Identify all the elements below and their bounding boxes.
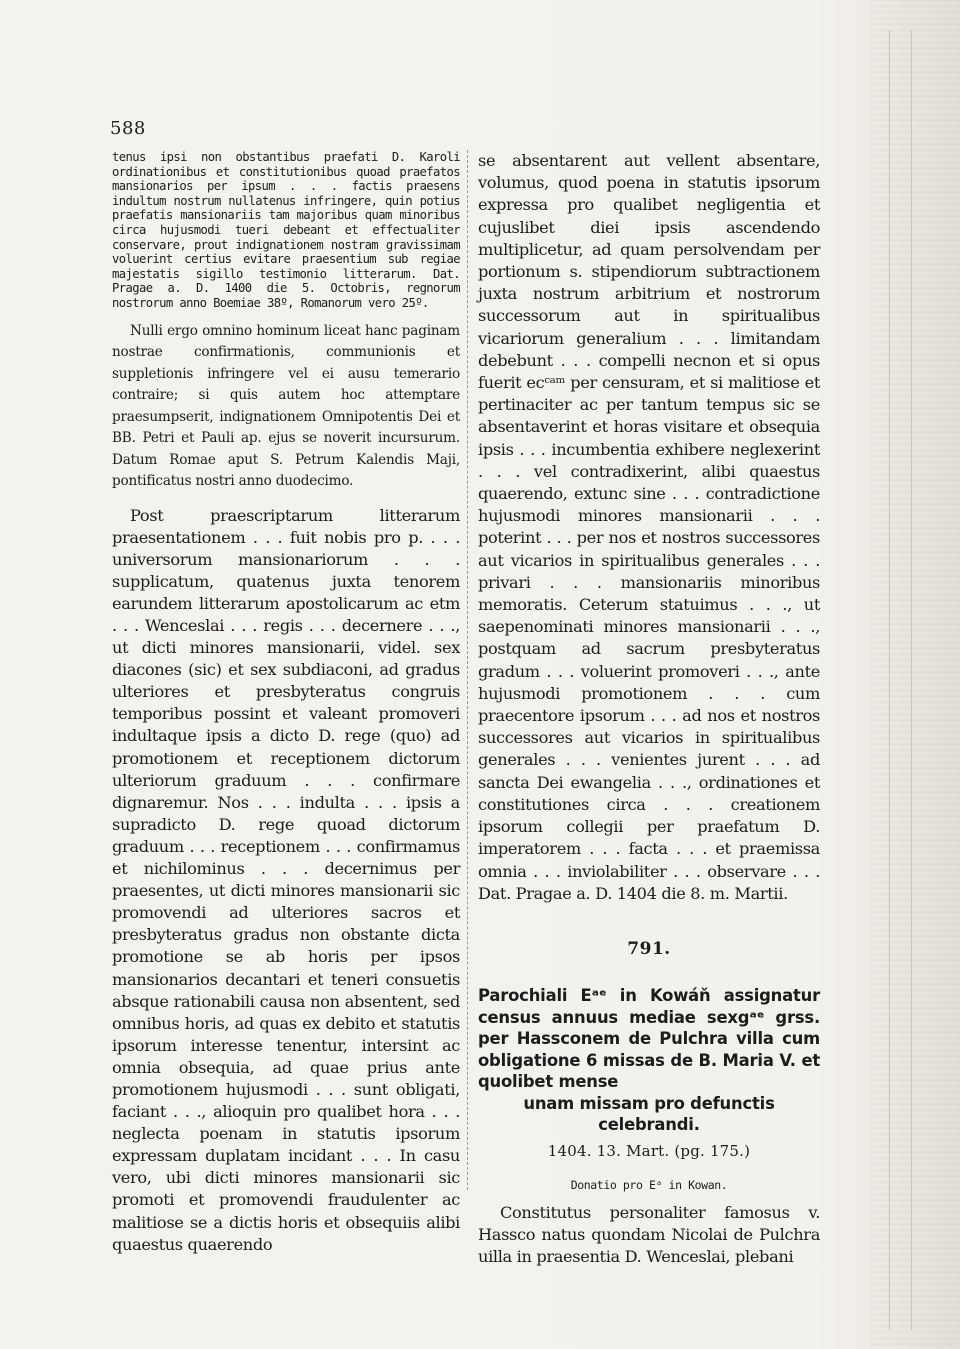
document-subtitle: Donatio pro Eᵃ in Kowan. xyxy=(570,1178,728,1193)
scan-edge-line xyxy=(911,30,912,1330)
document-date: 1404. 13. Mart. (pg. 175.) xyxy=(547,1142,751,1161)
scan-edge-shadow xyxy=(870,0,960,1349)
paragraph-nulli: Nulli ergo omnino hominum liceat hanc paginam nostrae confirmationis, communionis et suppletionis infringere vel ei ausu temerario contraire; si quis autem hoc attemptare praesumpserit, indignationem Omnipotentis Dei et BB. Petri et Pauli ap. ejus se noverit incursurum. Datum Romae aput S. Petrum Kalendis Maji, pontificatus nostri anno duodecimo. xyxy=(112,322,460,490)
column-divider xyxy=(467,150,468,1190)
footnote-text: tenus ipsi non obstantibus praefati D. Karoli ordinationibus et constitutionibus quoad praefatos mansionarios per ipsum . . . factis praesens indultum nostrum nullatenus infringere, quin potius praefatis mansionariis tam majoribus quam minoribus circa hujusmodi tueri debeant et effectualiter conservare, prout indignationem nostram gravissimam voluerint certius evitare praesentium sub regiae majestatis sigillo testimonio litterarum. Dat. Pragae a. D. 1400 die 5. Octobris, regnorum nostrorum anno Boemiae 38º, Romanorum vero 25º. xyxy=(112,150,460,310)
left-column xyxy=(112,150,460,1256)
document-heading-main: Parochiali Eᵃᵉ in Kowáň assignatur census annuus mediae sexgᵃᵉ grss. per Hassconem de Pulchra villa cum obligatione 6 missas de B. Maria V. et quolibet mense xyxy=(478,985,820,1092)
paragraph-continuation: se absentarent aut vellent absentare, volumus, quod poena in statutis ipsorum expressa pro qualibet negligentia et cujuslibet diei ipsis ascendendo multiplicetur, ad quam persolvendam per portionum s. stipendiorum subtractionem juxta nostrum arbitrium et nostrorum successorum aut in spiritualibus vicariorum generalium . . . limitandam debebunt . . . compelli necnon et si opus fuerit ecᶜᵃᵐ per censuram, et si malitiose et pertinaciter ac per tantum tempus sic se absentaverint et horas visitare et obsequia ipsis . . . incumbentia exhibere neglexerint . . . vel contradixerint, alibi quaestus quaerendo, extunc sine . . . contradictione hujusmodi minores mansionarii . . . poterint . . . per nos et nostros successores aut vicarios in spiritualibus generales . . . privari . . . mansionariis minoribus memoratis. Ceterum statuimus . . ., ut saepenominati minores mansionarii . . ., postquam ad sacrum presbyteratus gradum . . . voluerint promoveri . . ., ante hujusmodi promotionem . . . cum praecentore ipsorum . . . ad nos et nostros successores aut vicarios in spiritualibus generales . . . venientes jurent . . . ad sancta Dei ewangelia . . ., ordinationes et constitutiones circa . . . creationem ipsorum collegii per praefatum D. imperatorem . . . facta . . . et praemissa omnia . . . inviolabiliter . . . observare . . . Dat. Pragae a. D. 1404 die 8. m. Martii. xyxy=(478,151,820,903)
scan-edge-line xyxy=(889,30,890,1330)
document-heading xyxy=(478,985,820,1136)
document-heading-last-line: unam missam pro defunctis celebrandi. xyxy=(523,1093,775,1135)
document-number: 791. xyxy=(627,938,671,959)
page-number: 588 xyxy=(110,118,146,139)
document-body: Constitutus personaliter famosus v. Hassco natus quondam Nicolai de Pulchra uilla in praesentia D. Wenceslai, plebani xyxy=(478,1203,820,1267)
paragraph-post: Post praescriptarum litterarum praesentationem . . . fuit nobis pro p. . . . universorum mansionariorum . . . supplicatum, quatenus juxta tenorem earundem litterarum apostolicarum ac etm . . . Wenceslai . . . regis . . . decernere . . ., ut dicti minores mansionarii, videl. sex diacones (sic) et sex subdiaconi, ad gradus ulteriores et presbyteratus congruis temporibus possint et valeant promoveri indultaque ipsis a dicto D. rege (quo) ad promotionem et receptionem dictorum ulteriorum graduum . . . confirmare dignaremur. Nos . . . indulta . . . ipsis a supradicto D. rege quoad dictorum graduum . . . receptionem . . . confirmamus et nichilominus . . . decernimus per praesentes, ut dicti minores mansionarii sic promovendi ad ulteriores sacros et presbyteratus gradus non obstante dicta promotione se ab horis per ipsos mansionarios decantari et teneri consuetis absque rationabili causa non absentent, sed omnibus horis, ad quas ex debito et statutis ipsorum interesse tenentur, intersint ac omnia obsequia, ad quae prius ante promotionem hujusmodi . . . sunt obligati, faciant . . ., alioquin pro qualibet hora . . . neglecta poenam in statutis ipsorum expressam duplatam incidant . . . In casu vero, ubi dicti minores mansionarii sic promoti et promovendi fraudulenter ac malitiose se a dictis horis et obsequiis alibi quaestus quaerendo xyxy=(112,505,460,1254)
right-column xyxy=(478,150,820,1269)
